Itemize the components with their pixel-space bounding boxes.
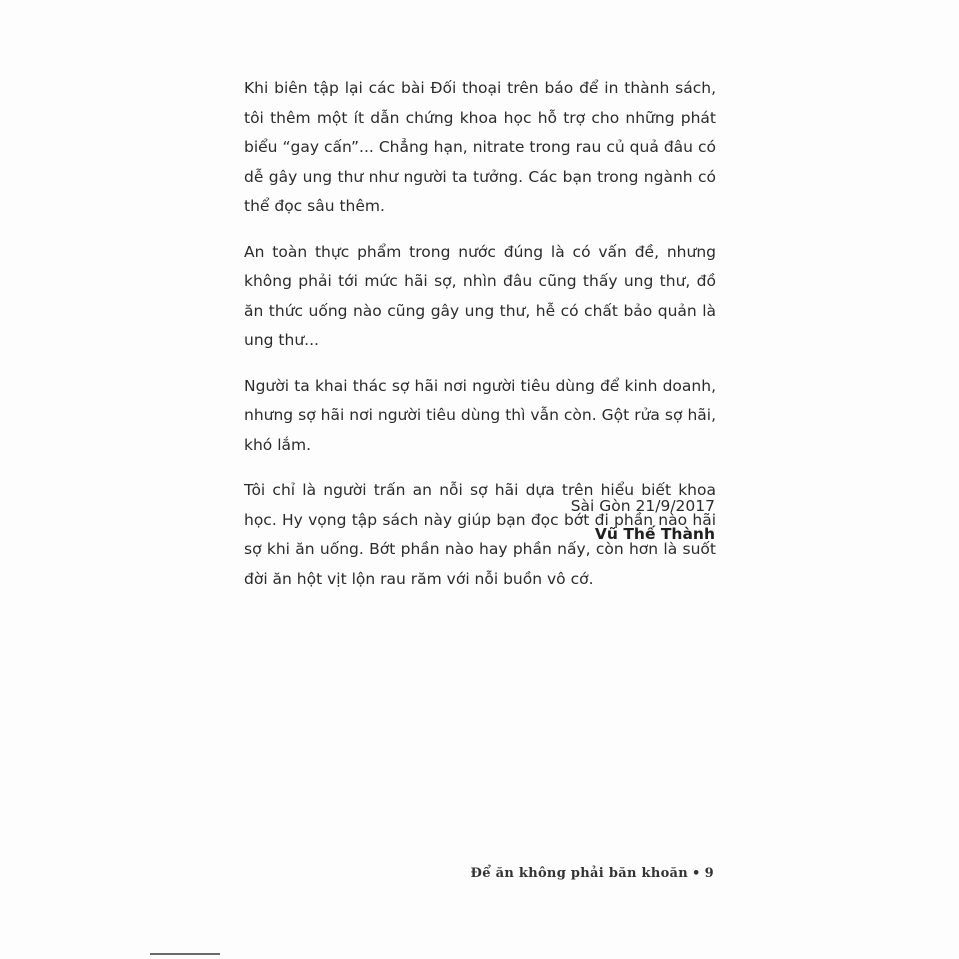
page-number: 9 (704, 866, 714, 881)
signature-date: Sài Gòn 21/9/2017 (570, 497, 715, 515)
running-footer (471, 866, 714, 881)
paragraph-1: Khi biên tập lại các bài Đối thoại trên báo để in thành sách, tôi thêm một ít dẫn chứng khoa học hỗ trợ cho những phát biểu “gay cấn”... Chẳng hạn, nitrate trong rau củ quả đâu có dễ gây ung thư như người ta tưởng. Các bạn trong ngành có thể đọc sâu thêm. (244, 79, 716, 215)
scan-edge-line (150, 953, 220, 955)
footer-book-title: Để ăn không phải băn khoăn (470, 866, 689, 881)
paragraph-4: Tôi chỉ là người trấn an nỗi sợ hãi dựa trên hiểu biết khoa học. Hy vọng tập sách này giúp bạn đọc bớt đi phần nào hãi sợ khi ăn uống. Bớt phần nào hay phần nấy, còn hơn là suốt đời ăn hột vịt lộn rau răm với nỗi buồn vô cớ. (244, 481, 716, 588)
paragraph-3: Người ta khai thác sợ hãi nơi người tiêu dùng để kinh doanh, nhưng sợ hãi nơi người tiêu dùng thì vẫn còn. Gột rửa sợ hãi, khó lắm. (244, 376, 716, 454)
footer-bullet: • (692, 866, 701, 881)
signature-block (571, 492, 715, 548)
signature-author: Vũ Thế Thành (594, 525, 715, 543)
paragraph-2: An toàn thực phẩm trong nước đúng là có vấn đề, nhưng không phải tới mức hãi sợ, nhìn đâu cũng thấy ung thư, đồ ăn thức uống nào cũng gây ung thư, hễ có chất bảo quản là ung thư... (244, 242, 716, 349)
